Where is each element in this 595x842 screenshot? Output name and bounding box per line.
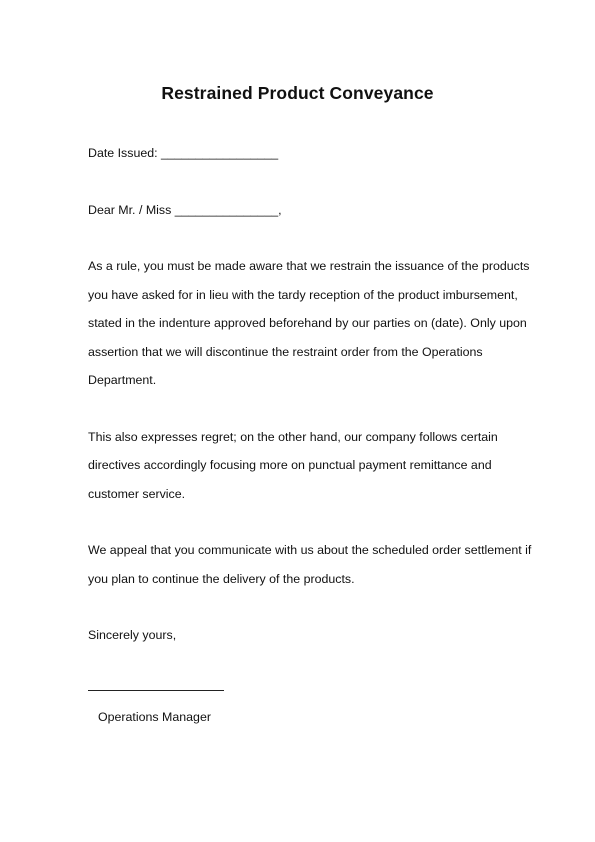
paragraph-line: you have asked for in lieu with the tardy reception of the product imbursement, [88,288,518,302]
paragraph-line: you plan to continue the delivery of the products. [88,572,355,586]
signature-line [88,690,224,691]
paragraph-line: Department. [88,373,157,387]
signer-title: Operations Manager [98,710,211,724]
paragraph-line: We appeal that you communicate with us about the scheduled order settlement if [88,543,532,557]
paragraph-line: As a rule, you must be made aware that we restrain the issuance of the products [88,259,530,273]
document-title: Restrained Product Conveyance [161,83,434,103]
closing: Sincerely yours, [88,628,177,642]
paragraph-line: directives accordingly focusing more on punctual payment remittance and [88,458,492,472]
paragraph-line: stated in the indenture approved beforehand by our parties on (date). Only upon [88,316,527,330]
paragraph-line: customer service. [88,487,186,501]
paragraph-line: assertion that we will discontinue the restraint order from the Operations [88,345,483,359]
salutation: Dear Mr. / Miss _______________, [88,203,282,217]
paragraph-line: This also expresses regret; on the other hand, our company follows certain [88,430,498,444]
date-issued-line: Date Issued: _________________ [88,146,279,160]
